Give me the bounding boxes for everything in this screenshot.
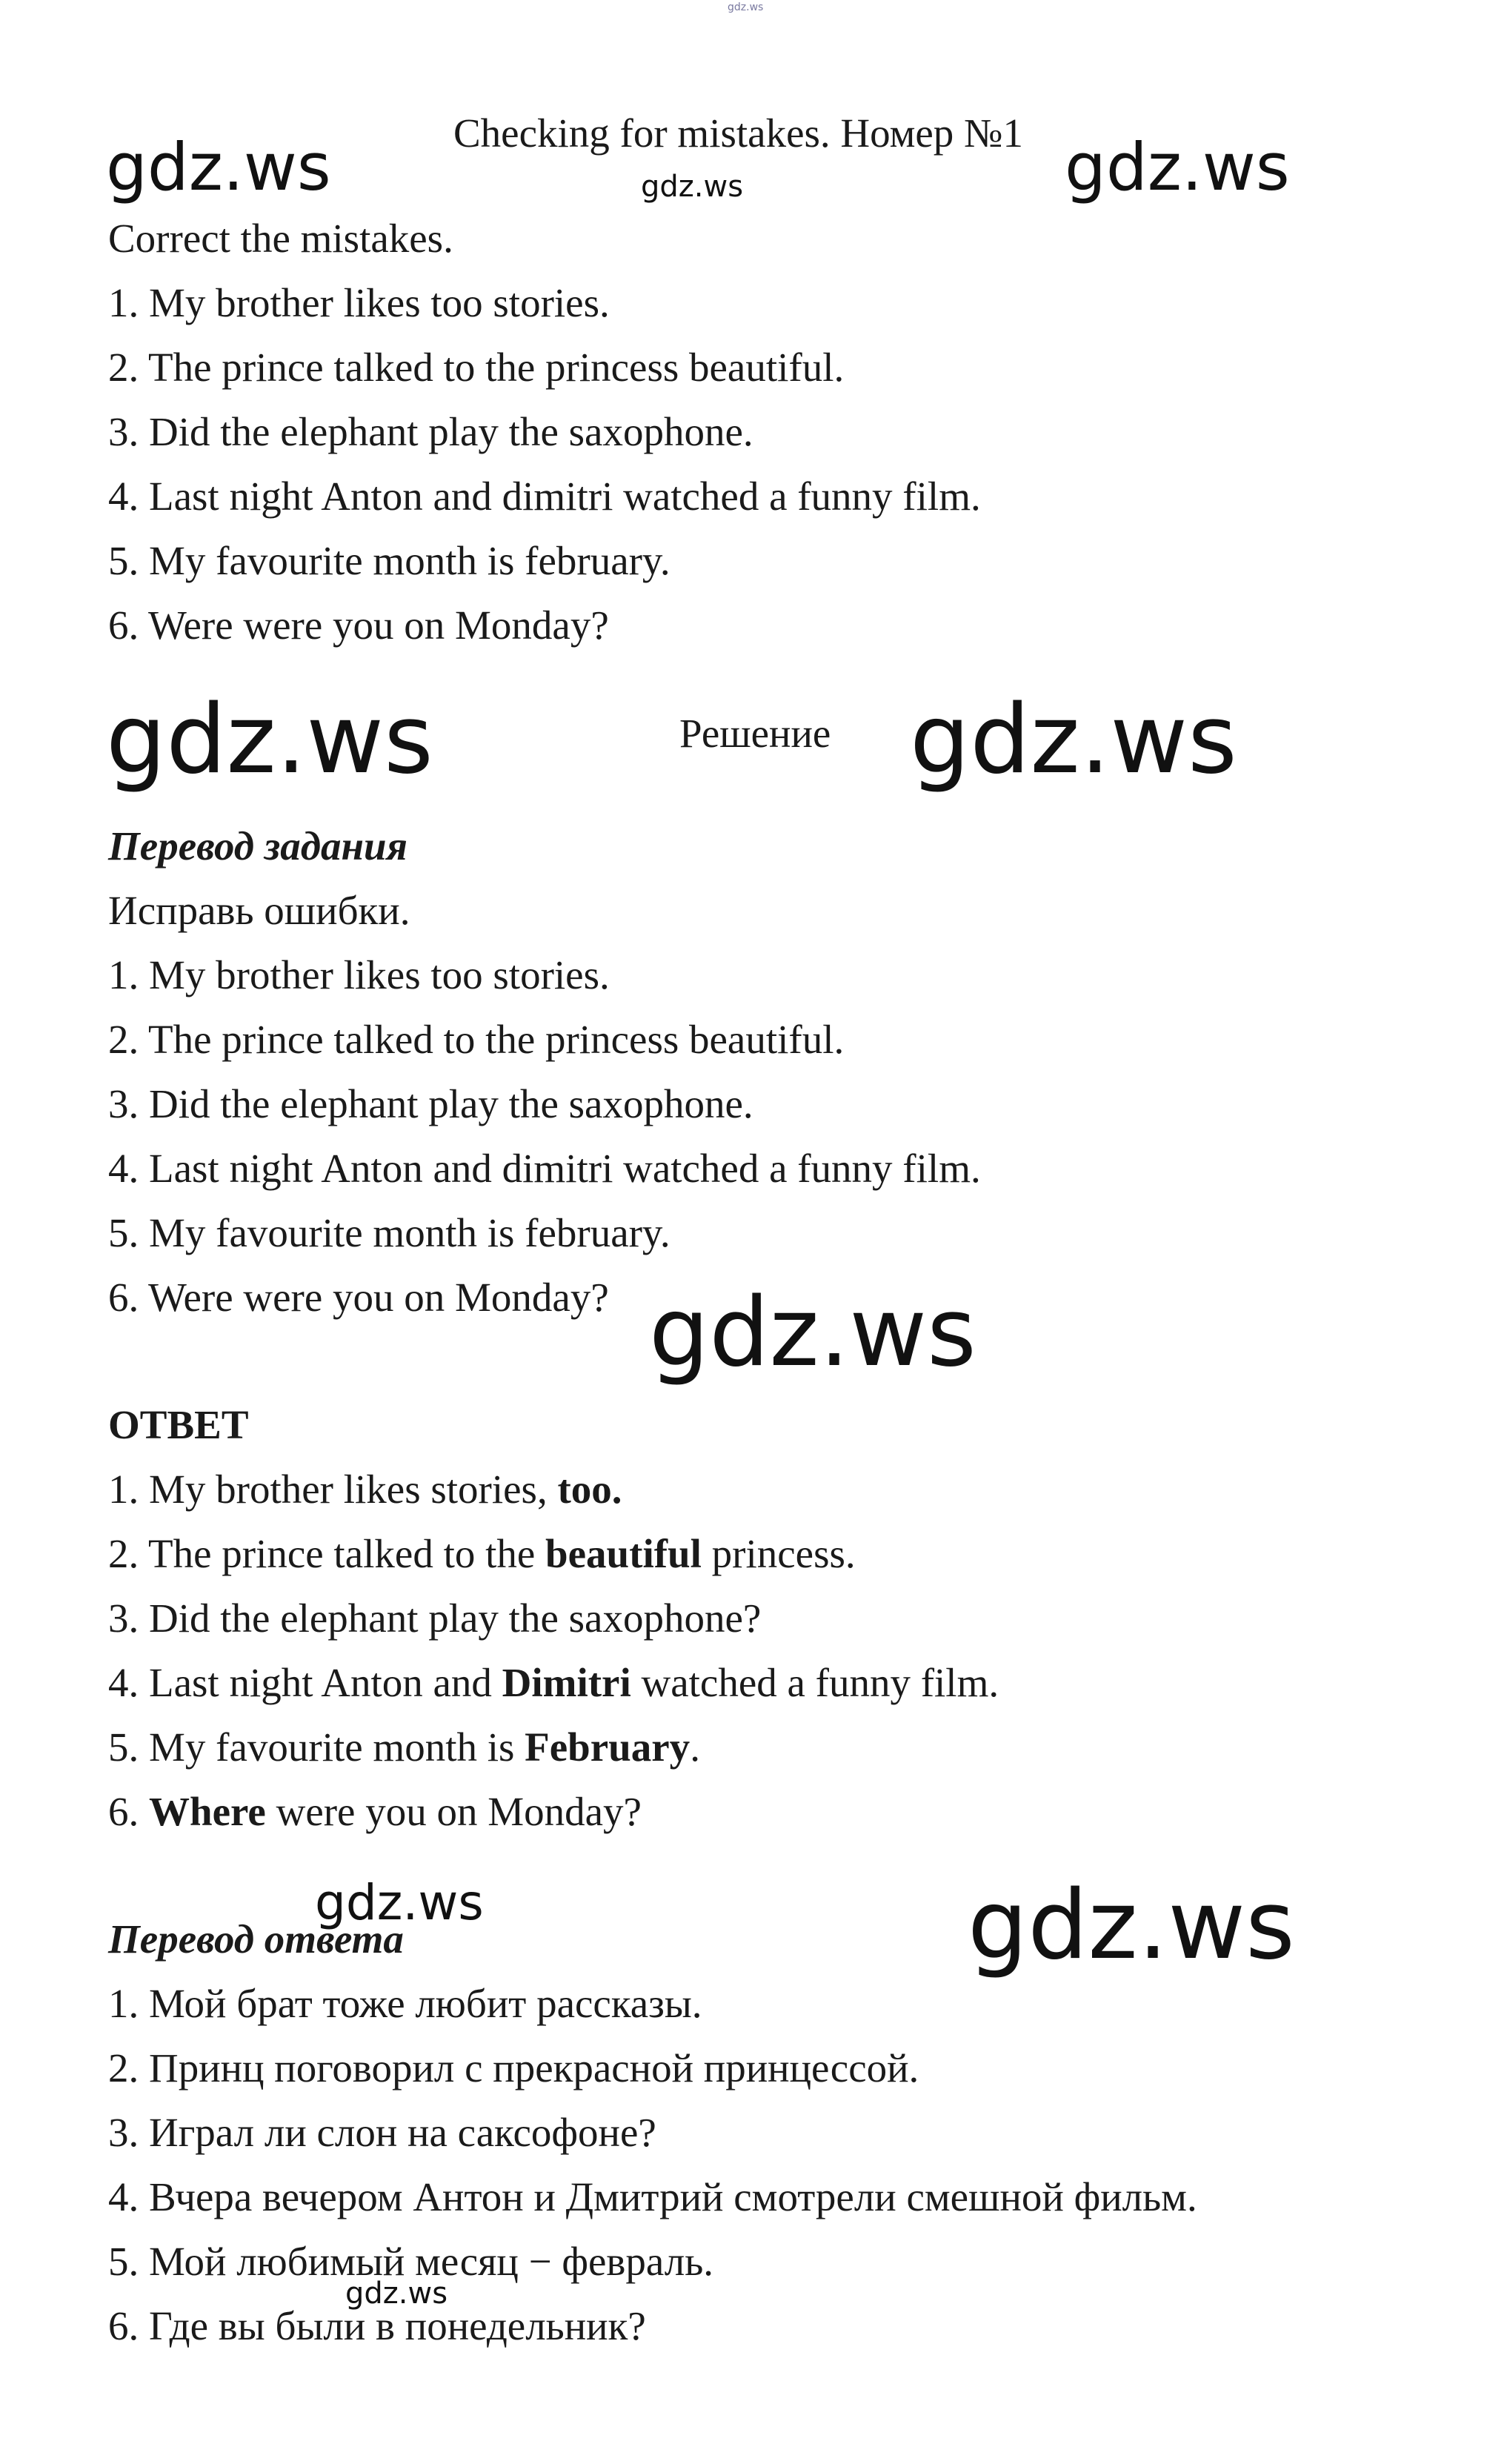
answer-item <box>108 1593 761 1644</box>
watermark-lower-right: gdz.ws <box>968 1870 1295 1981</box>
answer-translation-item: 6. Где вы были в понедельник? <box>108 2303 646 2348</box>
answer-item-correction: Where <box>149 1789 266 1834</box>
answer-item <box>108 1464 622 1515</box>
watermark-solution-right: gdz.ws <box>910 685 1237 795</box>
answer-item-correction: February <box>525 1724 691 1770</box>
task-translation-item: 5. My favourite month is february. <box>108 1210 671 1255</box>
answer-item <box>108 1786 642 1838</box>
watermark-solution-left: gdz.ws <box>106 685 433 795</box>
answer-item-text: watched a funny film. <box>630 1660 999 1705</box>
task-translation-item: 2. The prince talked to the princess beautiful. <box>108 1017 845 1062</box>
solution-heading: Решение <box>679 711 831 756</box>
task-item: 6. Were were you on Monday? <box>108 602 609 648</box>
task-item: 5. My favourite month is february. <box>108 538 671 583</box>
answer-item-text: 3. Did the elephant play the saxophone? <box>108 1595 762 1641</box>
answer-translation-heading: Перевод ответа <box>108 1916 404 1962</box>
watermark-tiny: gdz.ws <box>728 1 764 13</box>
task-item: 3. Did the elephant play the saxophone. <box>108 409 753 454</box>
answer-item <box>108 1657 999 1709</box>
task-translation-instruction: Исправь ошибки. <box>108 888 410 933</box>
answer-item-text: 2. The prince talked to the <box>108 1531 546 1576</box>
answer-translation-item: 1. Мой брат тоже любит рассказы. <box>108 1981 702 2026</box>
task-translation-item: 4. Last night Anton and dimitri watched a funny film. <box>108 1146 981 1191</box>
task-item: 2. The prince talked to the princess beautiful. <box>108 345 845 390</box>
task-item: 4. Last night Anton and dimitri watched a funny film. <box>108 474 981 519</box>
answer-item-correction: Dimitri <box>502 1660 631 1705</box>
answer-item-text: 1. My brother likes stories, <box>108 1467 558 1512</box>
answer-item-correction: too. <box>557 1467 622 1512</box>
answer-item-text: 6. <box>108 1789 149 1834</box>
answer-item <box>108 1528 856 1580</box>
watermark-middle: gdz.ws <box>649 1278 976 1388</box>
watermark-top-center: gdz.ws <box>641 170 744 204</box>
task-instruction: Correct the mistakes. <box>108 216 453 261</box>
task-translation-item: 3. Did the elephant play the saxophone. <box>108 1081 753 1126</box>
answer-item-text: 5. My favourite month is <box>108 1724 525 1770</box>
answer-item-text: princess. <box>701 1531 856 1576</box>
answer-translation-item: 5. Мой любимый месяц − февраль. <box>108 2239 714 2284</box>
watermark-bottom: gdz.ws <box>345 2277 448 2311</box>
answer-item-text: were you on Monday? <box>265 1789 642 1834</box>
answer-translation-item: 3. Играл ли слон на саксофоне? <box>108 2110 656 2155</box>
task-translation-item: 1. My brother likes too stories. <box>108 952 610 997</box>
answer-item-text: . <box>690 1724 700 1770</box>
watermark-top-left: gdz.ws <box>106 129 331 205</box>
watermark-lower-left: gdz.ws <box>315 1874 484 1931</box>
answer-item-correction: beautiful <box>545 1531 702 1576</box>
answer-item-text: 4. Last night Anton and <box>108 1660 502 1705</box>
answer-heading: ОТВЕТ <box>108 1402 249 1447</box>
page-title: Checking for mistakes. Номер №1 <box>453 110 1024 156</box>
task-translation-heading: Перевод задания <box>108 823 407 869</box>
answer-translation-item: 2. Принц поговорил с прекрасной принцессой. <box>108 2045 919 2091</box>
watermark-top-right: gdz.ws <box>1065 129 1290 205</box>
task-translation-item: 6. Were were you on Monday? <box>108 1275 609 1320</box>
task-item: 1. My brother likes too stories. <box>108 280 610 325</box>
answer-item <box>108 1721 700 1773</box>
answer-translation-item: 4. Вчера вечером Антон и Дмитрий смотрели смешной фильм. <box>108 2174 1197 2219</box>
